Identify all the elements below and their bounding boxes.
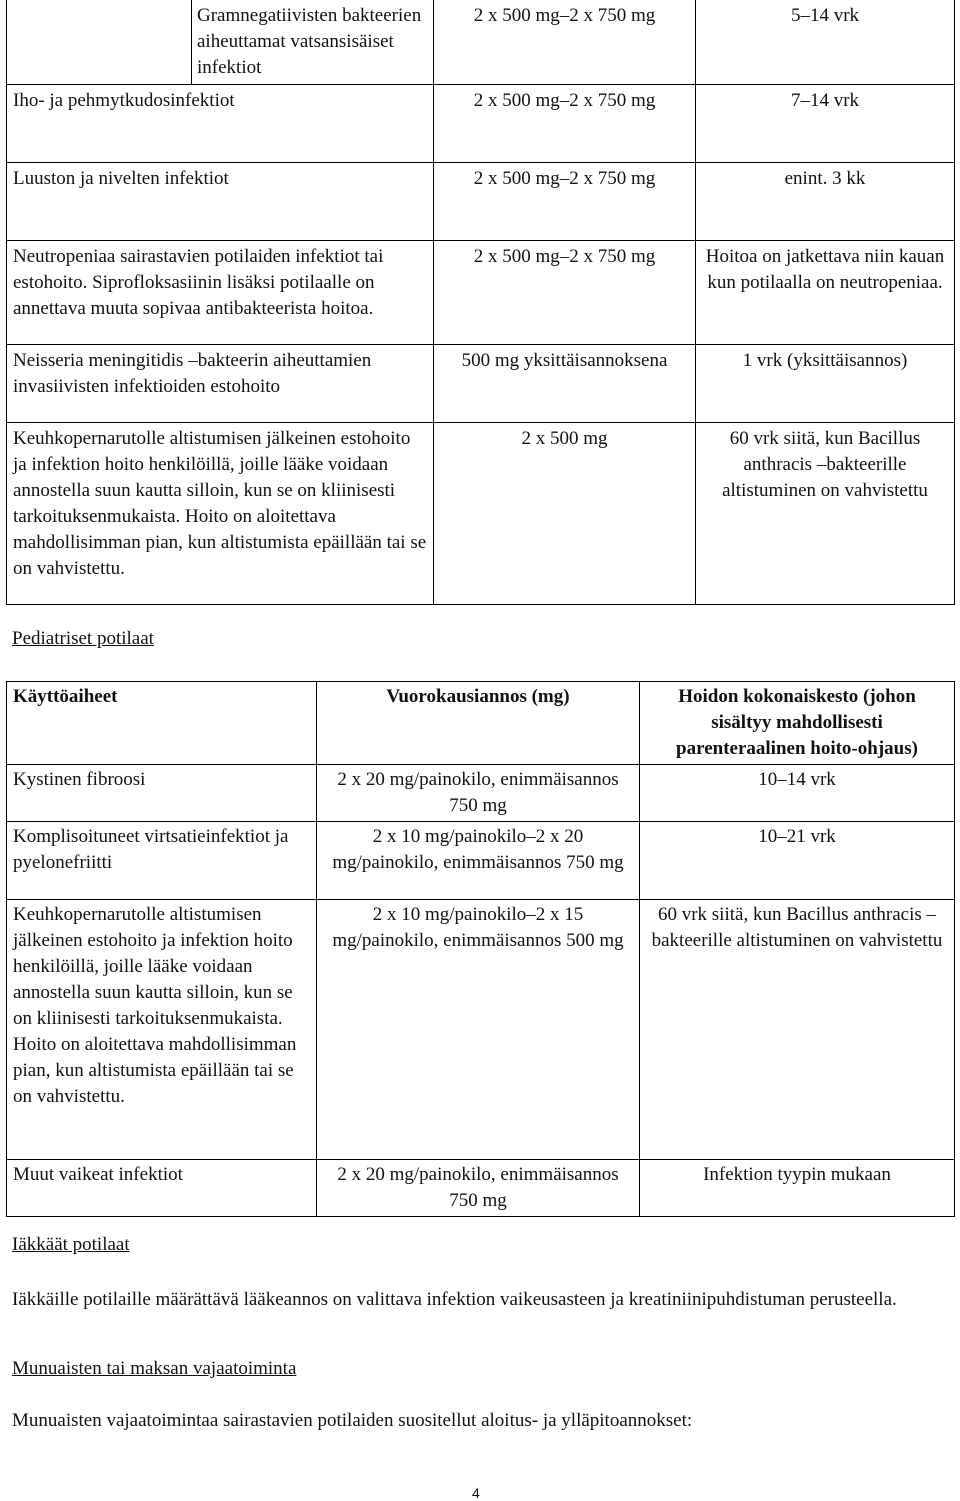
indication-cell: Luuston ja nivelten infektiot (7, 163, 434, 241)
duration-cell: Hoitoa on jatkettava niin kauan kun potilaalla on neutropeniaa. (696, 241, 955, 345)
indication-cell: Neisseria meningitidis –bakteerin aiheuttamien invasiivisten infektioiden estohoito (7, 345, 434, 423)
duration-cell: 60 vrk siitä, kun Bacillus anthracis –bakteerille altistuminen on vahvistettu (696, 423, 955, 605)
table-row (7, 241, 955, 345)
duration-cell: 1 vrk (yksittäisannos) (696, 345, 955, 423)
indication-cell: Kystinen fibroosi (7, 765, 317, 822)
header-daily-dose: Vuorokausiannos (mg) (317, 682, 640, 765)
cell-divider (191, 0, 192, 84)
elderly-heading: Iäkkäät potilaat (12, 1234, 130, 1255)
dose-cell: 2 x 500 mg–2 x 750 mg (434, 85, 696, 163)
dose-cell: 2 x 10 mg/painokilo–2 x 15 mg/painokilo, enimmäisannos 500 mg (317, 900, 640, 1160)
duration-cell: 60 vrk siitä, kun Bacillus anthracis –bakteerille altistuminen on vahvistettu (640, 900, 955, 1160)
renal-text: Munuaisten vajaatoimintaa sairastavien potilaiden suositellut aloitus- ja ylläpitoannokset: (12, 1410, 693, 1431)
dose-cell: 2 x 500 mg–2 x 750 mg (434, 241, 696, 345)
indication-cell: Keuhkopernarutolle altistumisen jälkeinen estohoito ja infektion hoito henkilöillä, joille lääke voidaan annostella suun kautta silloin, kun se on kliinisesti tarkoituksenmukaista. Hoito on aloitettava mahdollisimman pian, kun altistumista epäillään tai se on vahvistettu. (7, 900, 317, 1160)
table-row (7, 1160, 955, 1217)
duration-cell: 7–14 vrk (696, 85, 955, 163)
dose-cell: 2 x 20 mg/painokilo, enimmäisannos 750 mg (317, 1160, 640, 1217)
pediatric-heading: Pediatriset potilaat (12, 628, 154, 649)
duration-cell: 10–21 vrk (640, 822, 955, 900)
page-number: 4 (472, 1485, 480, 1501)
table-row (7, 900, 955, 1160)
indication-cell: Iho- ja pehmytkudosinfektiot (7, 85, 434, 163)
indication-cell: Neutropeniaa sairastavien potilaiden infektiot tai estohoito. Siprofloksasiinin lisäksi potilaalle on annettava muuta sopivaa antibakteerista hoitoa. (7, 241, 434, 345)
dose-cell: 2 x 500 mg–2 x 750 mg (434, 163, 696, 241)
dose-cell: 2 x 500 mg (434, 423, 696, 605)
indication-cell: Gramnegatiivisten bakteerien aiheuttamat vatsansisäiset infektiot (7, 0, 434, 85)
table-row (7, 822, 955, 900)
pediatric-dosing-table (6, 681, 955, 1217)
duration-cell: enint. 3 kk (696, 163, 955, 241)
adult-dosing-table (6, 0, 955, 605)
renal-heading: Munuaisten tai maksan vajaatoiminta (12, 1358, 297, 1379)
dose-cell: 500 mg yksittäisannoksena (434, 345, 696, 423)
table-header-row (7, 682, 955, 765)
elderly-text: Iäkkäille potilaille määrättävä lääkeannos on valittava infektion vaikeusasteen ja kreatiniinipuhdistuman perusteella. (12, 1289, 897, 1310)
dose-cell: 2 x 500 mg–2 x 750 mg (434, 0, 696, 85)
header-indications: Käyttöaiheet (7, 682, 317, 765)
table-row (7, 765, 955, 822)
indication-cell: Komplisoituneet virtsatieinfektiot ja pyelonefriitti (7, 822, 317, 900)
table-row (7, 0, 955, 85)
table-row (7, 345, 955, 423)
dose-cell: 2 x 20 mg/painokilo, enimmäisannos 750 mg (317, 765, 640, 822)
table-row (7, 163, 955, 241)
indication-cell: Muut vaikeat infektiot (7, 1160, 317, 1217)
table-row (7, 423, 955, 605)
header-duration: Hoidon kokonaiskesto (johon sisältyy mahdollisesti parenteraalinen hoito-ohjaus) (640, 682, 955, 765)
table-row (7, 85, 955, 163)
duration-cell: Infektion tyypin mukaan (640, 1160, 955, 1217)
duration-cell: 10–14 vrk (640, 765, 955, 822)
dose-cell: 2 x 10 mg/painokilo–2 x 20 mg/painokilo, enimmäisannos 750 mg (317, 822, 640, 900)
duration-cell: 5–14 vrk (696, 0, 955, 85)
indication-cell: Keuhkopernarutolle altistumisen jälkeinen estohoito ja infektion hoito henkilöillä, joille lääke voidaan annostella suun kautta silloin, kun se on kliinisesti tarkoituksenmukaista. Hoito on aloitettava mahdollisimman pian, kun altistumista epäillään tai se on vahvistettu. (7, 423, 434, 605)
